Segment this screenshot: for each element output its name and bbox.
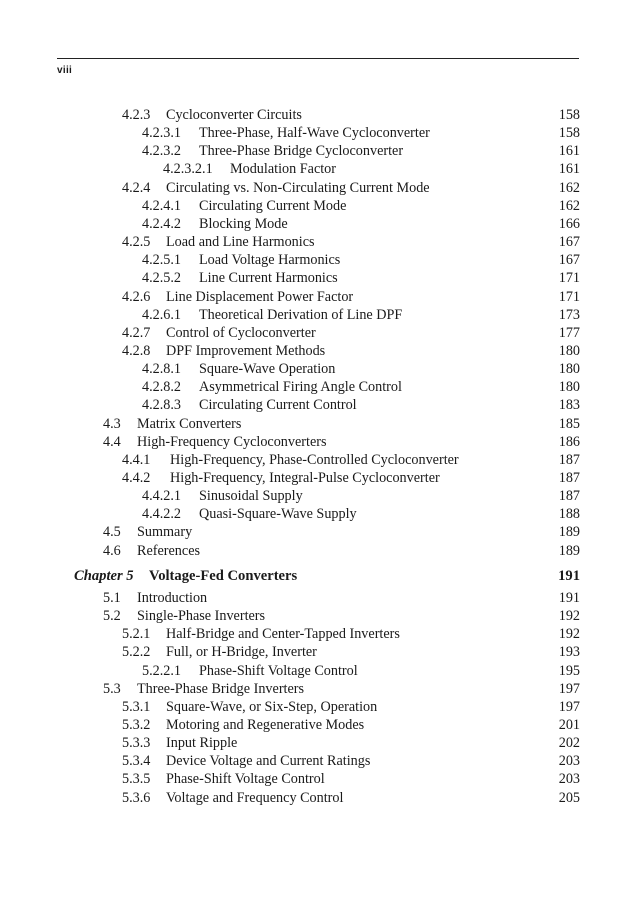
toc-entry [122,770,580,788]
toc-entry-number: 4.4 [103,433,121,450]
toc-entry-number: 5.3.6 [122,789,151,806]
toc-entry-page: 192 [558,626,580,643]
toc-entry-title: Voltage-Fed Converters [149,567,298,584]
toc-entry [142,662,580,680]
toc-entry-title: Circulating Current Control [199,397,357,414]
toc-entry-page: 192 [558,608,580,625]
toc-entry-number: 4.4.1 [122,451,151,468]
toc-entry [142,505,580,523]
toc-entry-page: 158 [558,125,580,142]
toc-entry [122,789,580,807]
toc-entry-title: Introduction [137,589,208,606]
toc-entry-number: 4.2.3.1 [142,125,182,142]
toc-entry-number: 4.2.5 [122,234,151,251]
toc-entry-title: Phase-Shift Voltage Control [166,771,325,788]
page-number: viii [57,65,73,76]
toc-entry [103,680,580,698]
toc-entry-number: 4.2.6 [122,288,151,305]
toc-entry [142,396,580,414]
toc-entry-number: 4.2.4.2 [142,215,182,232]
toc-entry-page: 193 [558,644,580,661]
toc-entry-number: 4.2.4 [122,179,151,196]
toc-entry-title: References [137,542,201,559]
toc-entry-number: 4.3 [103,415,121,432]
toc-entry-page: 173 [558,306,580,323]
toc-entry-number: 4.2.6.1 [142,306,182,323]
toc-entry [122,288,580,306]
toc-entry-page: 202 [558,735,580,752]
toc-entry [122,469,580,487]
toc-entry-title: Voltage and Frequency Control [166,789,344,806]
toc-entry-number: 5.3.4 [122,753,151,770]
toc-entry-title: Single-Phase Inverters [137,608,266,625]
toc-entry [163,160,580,178]
toc-entry-title: Quasi-Square-Wave Supply [199,506,357,523]
toc-entry-title: High-Frequency Cycloconverters [137,433,327,450]
toc-entry [142,378,580,396]
toc-entry [122,698,580,716]
toc-entry-number: 4.2.4.1 [142,197,182,214]
toc-entry-title: Blocking Mode [199,215,288,232]
toc-entry-title: Phase-Shift Voltage Control [199,662,358,679]
toc-entry-number: 5.3.3 [122,735,151,752]
toc-entry [142,142,580,160]
toc-entry [122,324,580,342]
toc-entry-title: Modulation Factor [230,161,336,178]
toc-entry [103,607,580,625]
toc-entry-number: 4.2.8.2 [142,379,182,396]
toc-entry-page: 180 [558,342,580,359]
toc-entry-number: 4.4.2 [122,470,151,486]
toc-entry-page: 171 [558,270,580,287]
toc-chapter-entry [74,567,580,585]
toc-entry-page: 185 [558,415,580,432]
toc-entry-number: 5.2.1 [122,626,151,643]
toc-entry-title: High-Frequency, Phase-Controlled Cycloconverter [170,451,459,468]
toc-entry-page: 187 [558,470,580,486]
toc-entry-page: 180 [558,361,580,378]
toc-entry-page: 205 [558,789,580,806]
toc-entry-number: 5.3.2 [122,716,151,733]
toc-entry-title: Input Ripple [166,735,238,752]
toc-entry-title: Control of Cycloconverter [166,324,316,341]
toc-entry-page: 180 [558,379,580,396]
toc-entry-title: Three-Phase, Half-Wave Cycloconverter [199,125,430,142]
toc-entry-number: 5.1 [103,589,121,606]
toc-entry-page: 197 [558,698,580,715]
toc-entry [122,625,580,643]
toc-entry [142,306,580,324]
toc-entry-title: Summary [137,524,193,541]
toc-entry-number: 4.2.8 [122,342,151,359]
toc-entry-title: Line Displacement Power Factor [166,288,354,305]
toc-entry [122,643,580,661]
toc-entry [142,487,580,505]
toc-entry-title: Matrix Converters [137,415,242,432]
toc-entry-title: Load and Line Harmonics [166,234,315,251]
toc-entry-page: 171 [558,288,580,305]
toc-entry [142,251,580,269]
toc-entry-title: Cycloconverter Circuits [166,107,302,123]
toc-entry-page: 177 [558,324,580,341]
toc-entry-number: 5.3.5 [122,771,151,788]
toc-entry-page: 203 [558,771,580,788]
toc-entry [103,589,580,607]
toc-entry-title: Half-Bridge and Center-Tapped Inverters [166,626,400,643]
toc-entry [103,523,580,541]
toc-entry-title: Motoring and Regenerative Modes [166,716,365,733]
toc-entry [142,124,580,142]
toc-entry-title: Square-Wave, or Six-Step, Operation [166,698,378,715]
toc-entry-number: 4.6 [103,542,121,559]
toc-entry [122,106,580,124]
toc-entry [142,197,580,215]
toc-entry-page: 191 [558,567,580,584]
toc-entry-page: 203 [558,753,580,770]
toc-entry-page: 188 [558,506,580,523]
toc-entry-number: 4.2.8.3 [142,397,182,414]
toc-entry-page: 158 [558,107,580,123]
toc-entry-title: Three-Phase Bridge Cycloconverter [199,143,404,160]
toc-entry-title: Circulating vs. Non-Circulating Current Mode [166,179,430,196]
toc-entry-title: Device Voltage and Current Ratings [166,753,371,770]
toc-entry-title: Full, or H-Bridge, Inverter [166,644,317,661]
toc-entry-number: 5.2.2 [122,644,151,661]
toc-entry-page: 187 [558,488,580,505]
toc-entry-number: Chapter 5 [74,567,134,584]
toc-entry-number: 4.2.5.1 [142,252,182,269]
toc-entry-number: 5.3.1 [122,698,151,715]
toc-entry-page: 189 [558,524,580,541]
toc-entry-number: 4.2.3.2 [142,143,182,160]
toc-entry [103,433,580,451]
toc-entry-title: DPF Improvement Methods [166,342,326,359]
toc-entry-number: 4.2.5.2 [142,270,182,287]
toc-entry-number: 5.3 [103,680,121,697]
toc-entry-page: 161 [558,143,580,160]
toc-entry-page: 191 [558,589,580,606]
toc-entry-page: 162 [558,197,580,214]
toc-entry [122,342,580,360]
toc-entry-page: 187 [558,451,580,468]
toc-entry-title: Sinusoidal Supply [199,488,303,505]
toc-entry-title: Load Voltage Harmonics [199,252,341,269]
toc-entry-page: 189 [558,542,580,559]
toc-entry-number: 4.2.3 [122,107,151,123]
toc-entry-title: Three-Phase Bridge Inverters [137,680,305,697]
toc-entry-number: 4.2.3.2.1 [163,161,213,178]
toc-entry-number: 4.4.2.1 [142,488,182,505]
toc-entry-number: 4.2.7 [122,324,151,341]
toc-entry-page: 162 [558,179,580,196]
toc-entry-page: 201 [558,716,580,733]
toc-entry-title: Circulating Current Mode [199,197,347,214]
toc-entry-page: 186 [558,433,580,450]
toc-entry [142,360,580,378]
toc-entry-page: 183 [558,397,580,414]
toc-entry-number: 4.2.8.1 [142,361,182,378]
toc-entry-number: 4.5 [103,524,121,541]
toc-entry-page: 161 [558,161,580,178]
toc-entry-number: 4.4.2.2 [142,506,182,523]
toc-entry-page: 167 [558,252,580,269]
toc-entry [122,179,580,197]
toc-entry-title: High-Frequency, Integral-Pulse Cycloconverter [170,470,440,486]
toc-entry-number: 5.2.2.1 [142,662,182,679]
toc-entry-page: 197 [558,680,580,697]
toc-entry-page: 195 [558,662,580,679]
toc-entry [122,451,580,469]
toc-entry [122,716,580,734]
toc-entry [122,752,580,770]
toc-entry [103,415,580,433]
toc-entry [103,542,580,560]
toc-entry-page: 166 [558,215,580,232]
toc-entry-title: Theoretical Derivation of Line DPF [199,306,403,323]
toc-entry [142,269,580,287]
toc-entry [142,215,580,233]
toc-entry-number: 5.2 [103,608,121,625]
toc-entry [122,233,580,251]
toc-entry-title: Square-Wave Operation [199,361,336,378]
toc-entry-title: Line Current Harmonics [199,270,338,287]
toc-entry-title: Asymmetrical Firing Angle Control [199,379,402,396]
toc-entry [122,734,580,752]
toc-entry-page: 167 [558,234,580,251]
